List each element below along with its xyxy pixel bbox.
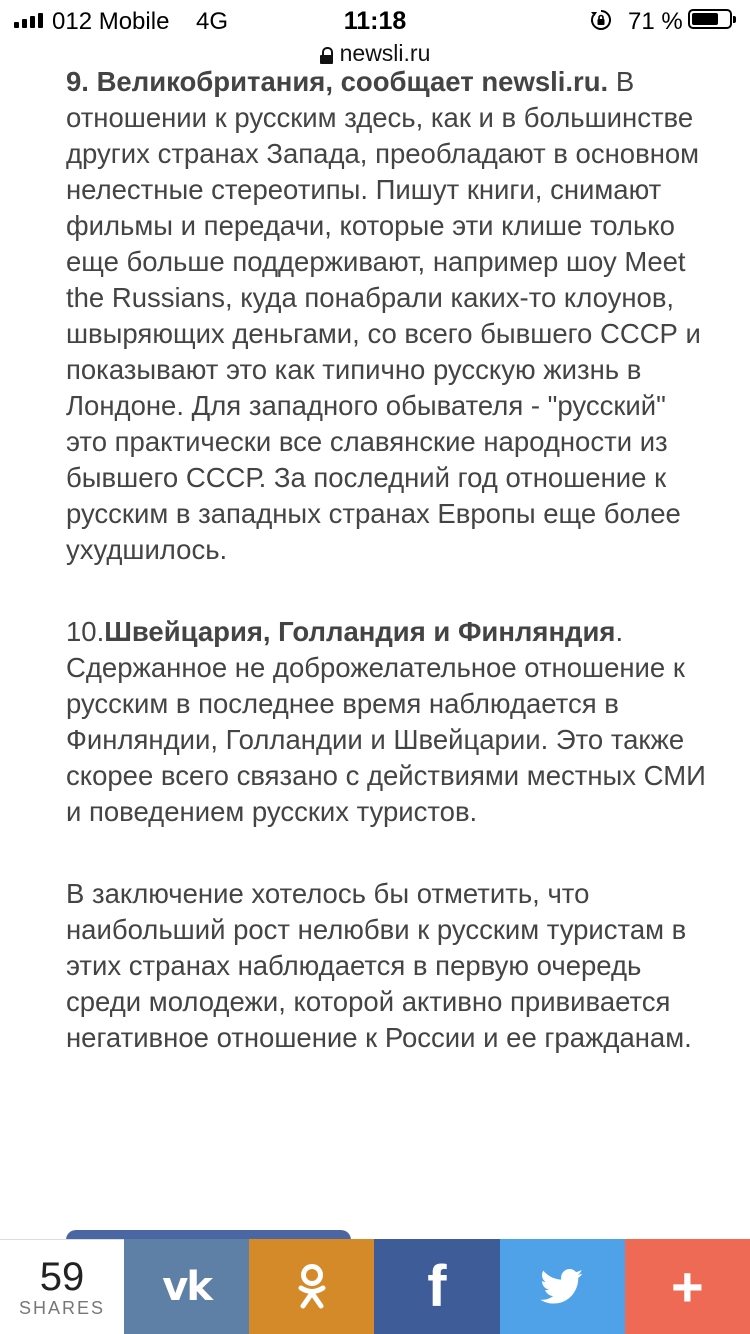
paragraph-text-tail: В <box>608 66 635 97</box>
facebook-share-button[interactable] <box>374 1239 499 1334</box>
network-type: 4G <box>196 8 229 35</box>
section-number: 10. <box>66 616 105 647</box>
url-text: newsli.ru <box>339 40 431 66</box>
odnoklassniki-share-button[interactable] <box>249 1239 374 1334</box>
article-paragraph <box>66 64 706 568</box>
article-body <box>66 64 706 1102</box>
section-heading-uk: 9. Великобритания, сообщает newsli.ru. <box>66 66 609 97</box>
facebook-icon: f <box>427 1254 447 1319</box>
plus-icon: + <box>670 1254 704 1318</box>
paragraph-text: . Сдержанное не доброжелательное отношение к русским в последнее время наблюдается в Финляндии, Голландии и Швейцарии. Это также скорее всего связано с действиями местных СМИ и поведением русских туристов. <box>66 616 706 827</box>
section-heading: Швейцария, Голландия и Финляндия <box>104 616 616 647</box>
odnoklassniki-icon <box>297 1263 327 1311</box>
share-count: 59 <box>39 1254 85 1299</box>
article-paragraph <box>66 876 706 1056</box>
share-counter <box>0 1239 124 1334</box>
article-paragraph <box>66 614 706 830</box>
rotation-lock-icon <box>590 9 612 31</box>
vk-share-button[interactable] <box>124 1239 249 1334</box>
vk-icon: vk <box>162 1263 211 1310</box>
paragraph-text: отношении к русским здесь, как и в большинстве других странах Запада, преобладают в основном нелестные стереотипы. Пишут книги, снимают фильмы и передачи, которые эти клише только еще больше поддерживают, например шоу Meet the Russians, куда понабрали каких-то клоунов, швыряющих деньгами, со всего бывшего СССР и показывают это как типично русскую жизнь в Лондоне. Для западного обывателя - "русский" это практически все славянские народности из бывшего СССР. За последний год отношение к русским в западных странах Европы еще более ухудшилось. <box>66 102 701 565</box>
battery-percent: 71 % <box>628 8 683 35</box>
twitter-share-button[interactable] <box>500 1239 625 1334</box>
battery-icon <box>688 9 732 29</box>
twitter-icon <box>540 1269 584 1305</box>
status-bar <box>0 0 750 40</box>
paragraph-text: В заключение хотелось бы отметить, что наибольший рост нелюбви к русским туристам в этих странах наблюдается в первую очередь среди молодежи, которой активно прививается негативное отношение к России и ее гражданам. <box>66 878 692 1053</box>
lock-icon <box>320 47 333 63</box>
status-time: 11:18 <box>343 7 407 35</box>
battery-level <box>692 13 718 25</box>
share-label: SHARES <box>18 1297 106 1318</box>
more-share-button[interactable] <box>625 1239 750 1334</box>
share-bar <box>0 1239 750 1334</box>
carrier-name: 012 Mobile <box>52 8 170 35</box>
